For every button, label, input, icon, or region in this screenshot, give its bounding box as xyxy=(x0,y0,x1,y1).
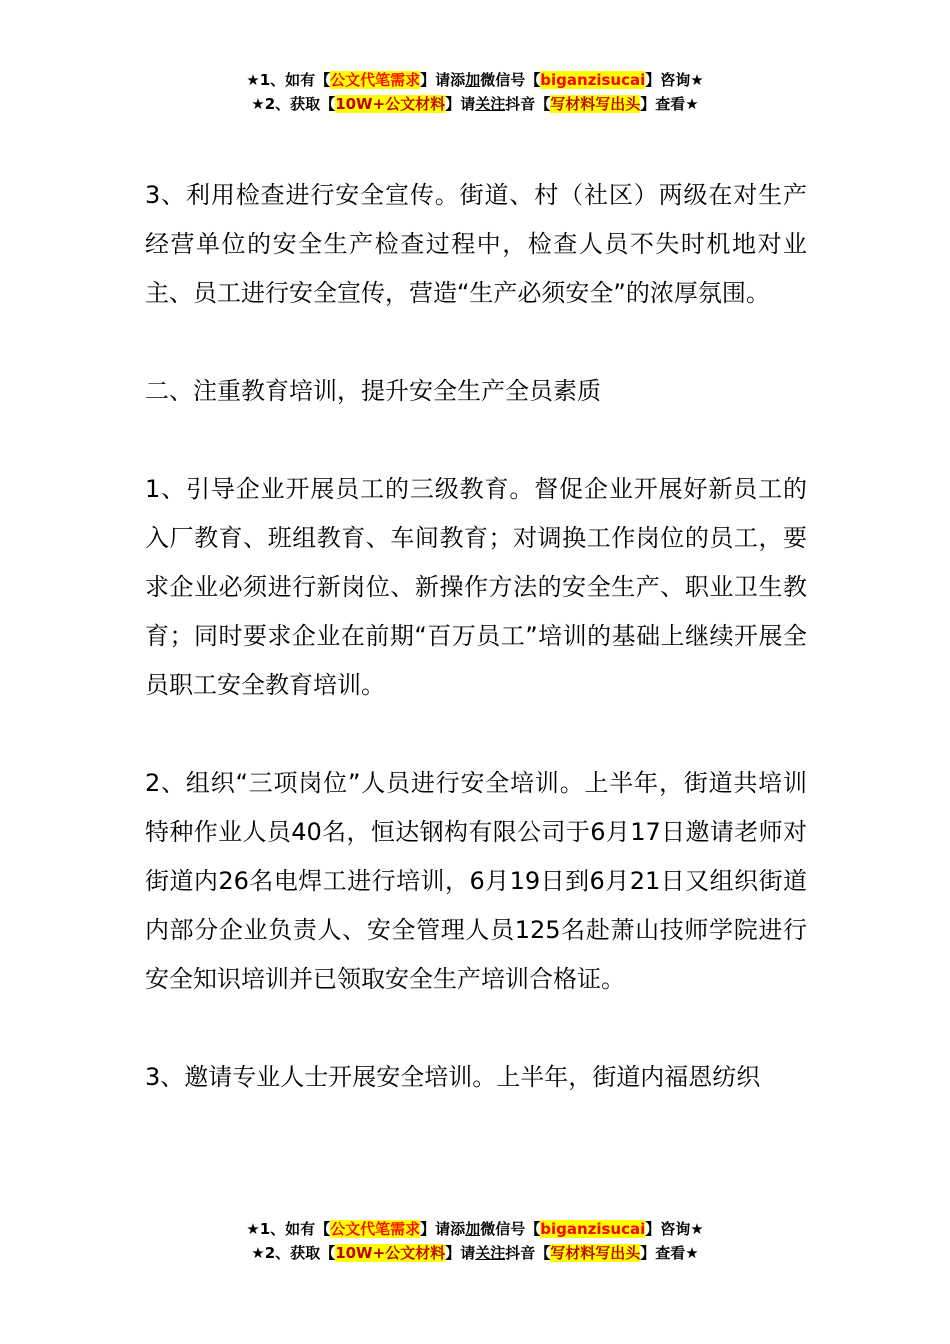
banner-text: ★1、如有【 xyxy=(246,71,331,89)
highlight-ghostwriting: 公文代笔需求 xyxy=(330,71,421,89)
highlight-materials: 10W+公文材料 xyxy=(335,1244,446,1262)
footer-banner xyxy=(0,1217,950,1265)
banner-text: 抖音【 xyxy=(505,1244,551,1262)
banner-text: 抖音【 xyxy=(505,95,551,113)
banner-text: 】请 xyxy=(445,1244,476,1262)
paragraph-expert-training: 3、邀请专业人士开展安全培训。上半年，街道内福恩纺织 xyxy=(145,1063,761,1091)
banner-underline: 关注 xyxy=(475,1244,506,1262)
section-heading-training: 二、注重教育培训，提升安全生产全员素质 xyxy=(145,377,601,405)
banner-text: ★1、如有【 xyxy=(246,1220,331,1238)
banner-text: 微信号【 xyxy=(480,1220,541,1238)
paragraph-safety-publicity: 3、利用检查进行安全宣传。街道、村（社区）两级在对生产经营单位的安全生产检查过程中，检查人员不失时机地对业主、员工进行安全宣传，营造“生产必须安全”的浓厚氛围。 xyxy=(145,181,807,307)
banner-text: 】请添 xyxy=(420,71,466,89)
highlight-douyin: 写材料写出头 xyxy=(550,95,641,113)
highlight-wechat-id: biganzisucai xyxy=(540,1220,646,1238)
banner-text: 】查看★ xyxy=(640,1244,699,1262)
paragraph-three-level-education: 1、引导企业开展员工的三级教育。督促企业开展好新员工的入厂教育、班组教育、车间教育；对调换工作岗位的员工，要求企业必须进行新岗位、新操作方法的安全生产、职业卫生教育；同时要求企业在前期“百万员工”培训的基础上继续开展全员职工安全教育培训。 xyxy=(145,475,807,699)
highlight-ghostwriting: 公文代笔需求 xyxy=(330,1220,421,1238)
banner-underline: 加 xyxy=(465,1220,481,1238)
banner-text: ★2、获取【 xyxy=(251,95,336,113)
banner-text: 】查看★ xyxy=(640,95,699,113)
banner-text: 】请 xyxy=(445,95,476,113)
banner-underline: 加 xyxy=(465,71,481,89)
highlight-materials: 10W+公文材料 xyxy=(335,95,446,113)
paragraph-three-posts-training: 2、组织“三项岗位”人员进行安全培训。上半年，街道共培训特种作业人员40名，恒达钢构有限公司于6月17日邀请老师对街道内26名电焊工进行培训，6月19日到6月21日又组织街道内部分企业负责人、安全管理人员125名赴萧山技师学院进行安全知识培训并已领取安全生产培训合格证。 xyxy=(145,769,807,993)
header-banner xyxy=(0,68,950,116)
highlight-douyin: 写材料写出头 xyxy=(550,1244,641,1262)
banner-text: 】咨询★ xyxy=(645,71,704,89)
banner-line-1 xyxy=(0,1217,950,1241)
banner-text: 】请添 xyxy=(420,1220,466,1238)
document-body xyxy=(145,171,807,1102)
highlight-wechat-id: biganzisucai xyxy=(540,71,646,89)
banner-line-1 xyxy=(0,68,950,92)
banner-line-2 xyxy=(0,1241,950,1265)
banner-text: ★2、获取【 xyxy=(251,1244,336,1262)
banner-line-2 xyxy=(0,92,950,116)
banner-text: 】咨询★ xyxy=(645,1220,704,1238)
banner-text: 微信号【 xyxy=(480,71,541,89)
banner-underline: 关注 xyxy=(475,95,506,113)
